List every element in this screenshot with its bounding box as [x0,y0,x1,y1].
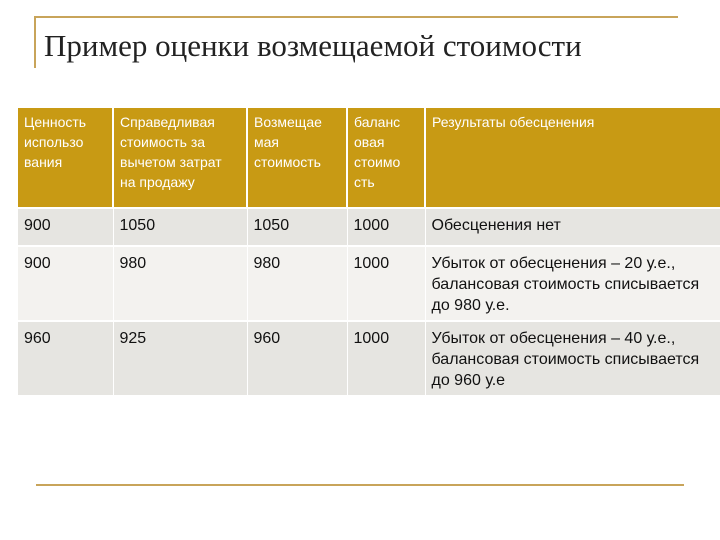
left-decorative-rule [34,16,36,68]
slide-title: Пример оценки возмещаемой стоимости [44,28,582,63]
cell-impairment-result: Обесценения нет [425,208,720,246]
table-header-row [18,108,720,208]
header-impairment-result: Результаты обесценения [425,108,720,208]
table-row [18,208,720,246]
cell-recoverable-amount: 960 [247,321,347,395]
table-row [18,321,720,395]
cell-impairment-result: Убыток от обесценения – 40 у.е., балансовая стоимость списывается до 960 у.е [425,321,720,395]
header-fair-value-less-costs: Справедливая стоимость за вычетом затрат на продажу [113,108,247,208]
header-recoverable-amount: Возмещае мая стоимость [247,108,347,208]
table-row [18,246,720,321]
cell-fair-value: 925 [113,321,247,395]
cell-recoverable-amount: 1050 [247,208,347,246]
cell-value-in-use: 900 [18,246,113,321]
cell-carrying-amount: 1000 [347,208,425,246]
cell-carrying-amount: 1000 [347,246,425,321]
top-decorative-rule [34,16,678,18]
header-carrying-amount: баланс овая стоимо сть [347,108,425,208]
cell-value-in-use: 960 [18,321,113,395]
impairment-table [18,108,720,395]
cell-recoverable-amount: 980 [247,246,347,321]
cell-impairment-result: Убыток от обесценения – 20 у.е., балансовая стоимость списывается до 980 у.е. [425,246,720,321]
header-value-in-use: Ценность использо вания [18,108,113,208]
cell-carrying-amount: 1000 [347,321,425,395]
cell-value-in-use: 900 [18,208,113,246]
bottom-decorative-rule [36,484,684,486]
cell-fair-value: 980 [113,246,247,321]
cell-fair-value: 1050 [113,208,247,246]
